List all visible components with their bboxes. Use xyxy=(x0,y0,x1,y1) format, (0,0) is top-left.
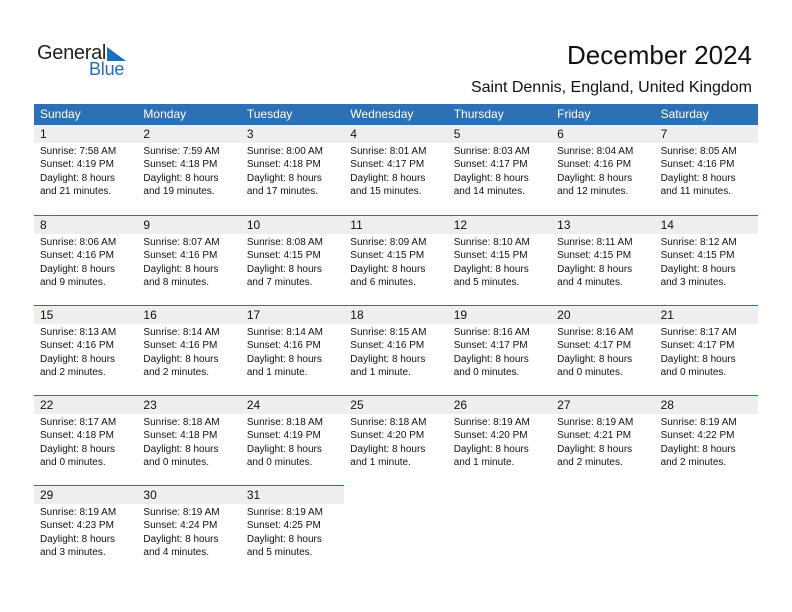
sunset-text: Sunset: 4:16 PM xyxy=(557,159,632,171)
daylight-text: Daylight: 8 hours xyxy=(660,353,736,365)
minutes-text: and 19 minutes. xyxy=(143,186,215,198)
day-details xyxy=(344,414,447,470)
day-number: 7 xyxy=(655,125,758,143)
daylight-text: Daylight: 8 hours xyxy=(143,533,219,545)
logo-text-blue: Blue xyxy=(89,59,125,79)
minutes-text: and 2 minutes. xyxy=(557,457,623,469)
minutes-text: and 0 minutes. xyxy=(143,457,210,469)
calendar-grid xyxy=(34,104,758,575)
sunrise-text: Sunrise: 8:08 AM xyxy=(246,237,323,248)
minutes-text: and 21 minutes. xyxy=(40,186,112,198)
day-cell xyxy=(34,485,137,575)
day-cell xyxy=(655,125,758,215)
day-number: 15 xyxy=(34,305,137,324)
sunrise-text: Sunrise: 8:19 AM xyxy=(453,417,530,428)
sunrise-text: Sunrise: 8:19 AM xyxy=(143,507,220,518)
minutes-text: and 0 minutes. xyxy=(660,367,727,379)
day-cell xyxy=(137,395,240,485)
minutes-text: and 1 minute. xyxy=(246,367,308,379)
minutes-text: and 0 minutes. xyxy=(557,367,623,379)
day-details xyxy=(241,234,344,290)
day-number xyxy=(551,485,654,503)
day-number: 2 xyxy=(137,125,240,143)
daylight-text: Daylight: 8 hours xyxy=(143,172,219,184)
week-row xyxy=(34,215,758,305)
sunset-text: Sunset: 4:20 PM xyxy=(350,430,425,442)
sunset-text: Sunset: 4:17 PM xyxy=(350,159,425,171)
sunset-text: Sunset: 4:16 PM xyxy=(246,340,321,352)
day-number: 11 xyxy=(344,215,447,234)
day-cell xyxy=(344,395,447,485)
day-cell xyxy=(551,305,654,395)
daylight-text: Daylight: 8 hours xyxy=(350,172,426,184)
minutes-text: and 11 minutes. xyxy=(660,186,731,198)
day-number xyxy=(448,485,551,503)
minutes-text: and 1 minute. xyxy=(350,457,411,469)
sunset-text: Sunset: 4:23 PM xyxy=(40,520,114,532)
weeks-container xyxy=(34,125,758,575)
day-details xyxy=(655,324,758,380)
day-details xyxy=(137,143,240,199)
daylight-text: Daylight: 8 hours xyxy=(660,172,736,184)
day-number: 3 xyxy=(241,125,344,143)
day-number: 26 xyxy=(448,395,551,414)
day-details xyxy=(448,234,551,290)
day-number: 4 xyxy=(344,125,447,143)
sunrise-text: Sunrise: 8:03 AM xyxy=(453,146,530,157)
day-details xyxy=(137,504,240,560)
sunrise-text: Sunrise: 8:04 AM xyxy=(557,146,634,157)
day-details xyxy=(34,504,137,560)
day-number: 13 xyxy=(551,215,654,234)
day-cell xyxy=(655,215,758,305)
day-number: 19 xyxy=(448,305,551,324)
daylight-text: Daylight: 8 hours xyxy=(40,443,116,455)
daylight-text: Daylight: 8 hours xyxy=(453,353,529,365)
day-number: 23 xyxy=(137,395,240,414)
sunrise-text: Sunrise: 8:19 AM xyxy=(246,507,323,518)
sunset-text: Sunset: 4:17 PM xyxy=(557,340,632,352)
minutes-text: and 9 minutes. xyxy=(40,277,106,289)
daylight-text: Daylight: 8 hours xyxy=(246,353,322,365)
day-number: 31 xyxy=(241,485,344,504)
daylight-text: Daylight: 8 hours xyxy=(557,263,633,275)
sunset-text: Sunset: 4:19 PM xyxy=(40,159,114,171)
sunset-text: Sunset: 4:18 PM xyxy=(143,159,218,171)
minutes-text: and 2 minutes. xyxy=(40,367,106,379)
weekday-header: Sunday xyxy=(40,107,81,121)
sunrise-text: Sunrise: 8:14 AM xyxy=(246,327,323,338)
sunset-text: Sunset: 4:16 PM xyxy=(660,159,735,171)
minutes-text: and 6 minutes. xyxy=(350,277,416,289)
day-details xyxy=(655,143,758,199)
minutes-text: and 5 minutes. xyxy=(453,277,520,289)
sunrise-text: Sunrise: 8:12 AM xyxy=(660,237,737,248)
sunset-text: Sunset: 4:17 PM xyxy=(660,340,735,352)
daylight-text: Daylight: 8 hours xyxy=(246,533,322,545)
day-details xyxy=(448,414,551,470)
day-cell xyxy=(241,215,344,305)
sunset-text: Sunset: 4:15 PM xyxy=(557,250,632,262)
day-cell xyxy=(344,485,447,575)
day-number: 18 xyxy=(344,305,447,324)
day-details xyxy=(34,234,137,290)
day-details xyxy=(344,143,447,199)
minutes-text: and 1 minute. xyxy=(453,457,515,469)
daylight-text: Daylight: 8 hours xyxy=(246,263,322,275)
day-details xyxy=(344,324,447,380)
daylight-text: Daylight: 8 hours xyxy=(143,443,219,455)
logo-text-general: General xyxy=(37,42,107,64)
sunset-text: Sunset: 4:22 PM xyxy=(660,430,735,442)
weekday-header: Saturday xyxy=(660,107,709,121)
day-cell xyxy=(34,215,137,305)
day-number: 27 xyxy=(551,395,654,414)
sunrise-text: Sunrise: 8:06 AM xyxy=(40,237,117,248)
sunset-text: Sunset: 4:25 PM xyxy=(246,520,321,532)
sunrise-text: Sunrise: 8:16 AM xyxy=(557,327,634,338)
minutes-text: and 0 minutes. xyxy=(40,457,106,469)
sunrise-text: Sunrise: 8:14 AM xyxy=(143,327,220,338)
day-number: 22 xyxy=(34,395,137,414)
day-details xyxy=(34,324,137,380)
day-details xyxy=(241,414,344,470)
daylight-text: Daylight: 8 hours xyxy=(557,443,633,455)
week-row xyxy=(34,125,758,215)
minutes-text: and 12 minutes. xyxy=(557,186,629,198)
day-number: 8 xyxy=(34,215,137,234)
daylight-text: Daylight: 8 hours xyxy=(40,533,116,545)
sunrise-text: Sunrise: 8:17 AM xyxy=(660,327,737,338)
day-number: 5 xyxy=(448,125,551,143)
day-cell xyxy=(34,395,137,485)
minutes-text: and 17 minutes. xyxy=(246,186,319,198)
day-cell xyxy=(551,485,654,575)
sunrise-text: Sunrise: 8:16 AM xyxy=(453,327,530,338)
sunrise-text: Sunrise: 8:18 AM xyxy=(246,417,323,428)
day-cell xyxy=(655,305,758,395)
daylight-text: Daylight: 8 hours xyxy=(350,443,426,455)
weekday-header: Monday xyxy=(143,107,187,121)
daylight-text: Daylight: 8 hours xyxy=(350,263,426,275)
minutes-text: and 4 minutes. xyxy=(557,277,623,289)
brand-logo xyxy=(37,42,137,82)
day-details xyxy=(655,414,758,470)
day-cell xyxy=(448,215,551,305)
day-details xyxy=(137,414,240,470)
day-cell xyxy=(344,305,447,395)
day-details xyxy=(137,234,240,290)
sunset-text: Sunset: 4:18 PM xyxy=(246,159,321,171)
day-cell xyxy=(34,125,137,215)
daylight-text: Daylight: 8 hours xyxy=(40,353,116,365)
sunset-text: Sunset: 4:16 PM xyxy=(40,340,114,352)
daylight-text: Daylight: 8 hours xyxy=(660,443,736,455)
minutes-text: and 2 minutes. xyxy=(660,457,727,469)
day-number xyxy=(655,485,758,503)
sunset-text: Sunset: 4:16 PM xyxy=(143,250,218,262)
daylight-text: Daylight: 8 hours xyxy=(143,263,219,275)
minutes-text: and 7 minutes. xyxy=(246,277,313,289)
sunset-text: Sunset: 4:16 PM xyxy=(350,340,425,352)
day-number: 24 xyxy=(241,395,344,414)
day-cell xyxy=(137,125,240,215)
sunset-text: Sunset: 4:15 PM xyxy=(350,250,425,262)
day-details xyxy=(34,143,137,199)
day-number: 12 xyxy=(448,215,551,234)
sunrise-text: Sunrise: 8:01 AM xyxy=(350,146,427,157)
sunrise-text: Sunrise: 8:05 AM xyxy=(660,146,737,157)
week-row xyxy=(34,485,758,575)
minutes-text: and 8 minutes. xyxy=(143,277,210,289)
day-cell xyxy=(551,395,654,485)
day-cell xyxy=(448,485,551,575)
day-number: 28 xyxy=(655,395,758,414)
location-subtitle: Saint Dennis, England, United Kingdom xyxy=(470,79,752,96)
sunrise-text: Sunrise: 8:19 AM xyxy=(557,417,634,428)
day-cell xyxy=(241,305,344,395)
day-number: 25 xyxy=(344,395,447,414)
day-cell xyxy=(655,395,758,485)
day-details xyxy=(137,324,240,380)
day-number: 6 xyxy=(551,125,654,143)
daylight-text: Daylight: 8 hours xyxy=(557,353,633,365)
day-number: 20 xyxy=(551,305,654,324)
day-number: 30 xyxy=(137,485,240,504)
daylight-text: Daylight: 8 hours xyxy=(660,263,736,275)
sunrise-text: Sunrise: 8:09 AM xyxy=(350,237,427,248)
sunrise-text: Sunrise: 7:58 AM xyxy=(40,146,117,157)
day-details xyxy=(551,324,654,380)
day-cell xyxy=(241,485,344,575)
minutes-text: and 3 minutes. xyxy=(660,277,727,289)
sunrise-text: Sunrise: 8:11 AM xyxy=(557,237,633,248)
day-cell xyxy=(344,125,447,215)
minutes-text: and 5 minutes. xyxy=(246,547,313,559)
sunrise-text: Sunrise: 8:19 AM xyxy=(40,507,117,518)
day-number: 14 xyxy=(655,215,758,234)
sunset-text: Sunset: 4:21 PM xyxy=(557,430,632,442)
day-number: 17 xyxy=(241,305,344,324)
sunrise-text: Sunrise: 8:17 AM xyxy=(40,417,117,428)
day-number: 1 xyxy=(34,125,137,143)
day-cell xyxy=(241,125,344,215)
day-details xyxy=(551,234,654,290)
day-cell xyxy=(448,305,551,395)
day-cell xyxy=(137,305,240,395)
sunrise-text: Sunrise: 8:13 AM xyxy=(40,327,117,338)
day-cell xyxy=(551,125,654,215)
day-number: 29 xyxy=(34,485,137,504)
weekday-header-row xyxy=(34,104,758,125)
minutes-text: and 2 minutes. xyxy=(143,367,210,379)
minutes-text: and 3 minutes. xyxy=(40,547,106,559)
sunrise-text: Sunrise: 8:00 AM xyxy=(246,146,323,157)
weekday-header: Friday xyxy=(557,107,591,121)
day-cell xyxy=(344,215,447,305)
day-details xyxy=(344,234,447,290)
day-number: 9 xyxy=(137,215,240,234)
weekday-header: Thursday xyxy=(453,107,504,121)
sunset-text: Sunset: 4:15 PM xyxy=(453,250,528,262)
day-details xyxy=(551,143,654,199)
page-title: December 2024 xyxy=(567,40,752,70)
sunrise-text: Sunrise: 8:10 AM xyxy=(453,237,530,248)
daylight-text: Daylight: 8 hours xyxy=(453,443,529,455)
day-details xyxy=(241,324,344,380)
sunset-text: Sunset: 4:18 PM xyxy=(40,430,114,442)
week-row xyxy=(34,305,758,395)
weekday-header: Tuesday xyxy=(246,107,293,121)
daylight-text: Daylight: 8 hours xyxy=(557,172,633,184)
sunset-text: Sunset: 4:15 PM xyxy=(660,250,735,262)
sunset-text: Sunset: 4:16 PM xyxy=(143,340,218,352)
daylight-text: Daylight: 8 hours xyxy=(40,263,116,275)
day-details xyxy=(34,414,137,470)
sunset-text: Sunset: 4:17 PM xyxy=(453,159,528,171)
sunset-text: Sunset: 4:19 PM xyxy=(246,430,321,442)
day-number: 10 xyxy=(241,215,344,234)
sunset-text: Sunset: 4:17 PM xyxy=(453,340,528,352)
daylight-text: Daylight: 8 hours xyxy=(246,172,322,184)
sunset-text: Sunset: 4:16 PM xyxy=(40,250,114,262)
day-details xyxy=(241,504,344,560)
sunset-text: Sunset: 4:20 PM xyxy=(453,430,528,442)
day-details xyxy=(241,143,344,199)
day-number: 21 xyxy=(655,305,758,324)
sunrise-text: Sunrise: 7:59 AM xyxy=(143,146,220,157)
minutes-text: and 14 minutes. xyxy=(453,186,525,198)
daylight-text: Daylight: 8 hours xyxy=(453,263,529,275)
sunrise-text: Sunrise: 8:18 AM xyxy=(143,417,220,428)
day-cell xyxy=(137,485,240,575)
day-details xyxy=(655,234,758,290)
sunset-text: Sunset: 4:18 PM xyxy=(143,430,218,442)
sunrise-text: Sunrise: 8:07 AM xyxy=(143,237,220,248)
weekday-header: Wednesday xyxy=(350,107,414,121)
daylight-text: Daylight: 8 hours xyxy=(40,172,116,184)
day-number: 16 xyxy=(137,305,240,324)
day-cell xyxy=(448,395,551,485)
day-cell xyxy=(448,125,551,215)
daylight-text: Daylight: 8 hours xyxy=(246,443,322,455)
daylight-text: Daylight: 8 hours xyxy=(453,172,529,184)
minutes-text: and 4 minutes. xyxy=(143,547,210,559)
sunset-text: Sunset: 4:24 PM xyxy=(143,520,218,532)
day-cell xyxy=(655,485,758,575)
minutes-text: and 1 minute. xyxy=(350,367,411,379)
daylight-text: Daylight: 8 hours xyxy=(350,353,426,365)
day-cell xyxy=(34,305,137,395)
sunrise-text: Sunrise: 8:18 AM xyxy=(350,417,427,428)
day-details xyxy=(448,143,551,199)
day-details xyxy=(448,324,551,380)
sunrise-text: Sunrise: 8:19 AM xyxy=(660,417,737,428)
day-cell xyxy=(137,215,240,305)
minutes-text: and 0 minutes. xyxy=(246,457,313,469)
day-details xyxy=(551,414,654,470)
minutes-text: and 0 minutes. xyxy=(453,367,520,379)
week-row xyxy=(34,395,758,485)
day-cell xyxy=(551,215,654,305)
minutes-text: and 15 minutes. xyxy=(350,186,422,198)
day-cell xyxy=(241,395,344,485)
daylight-text: Daylight: 8 hours xyxy=(143,353,219,365)
day-number xyxy=(344,485,447,503)
sunrise-text: Sunrise: 8:15 AM xyxy=(350,327,427,338)
sunset-text: Sunset: 4:15 PM xyxy=(246,250,321,262)
